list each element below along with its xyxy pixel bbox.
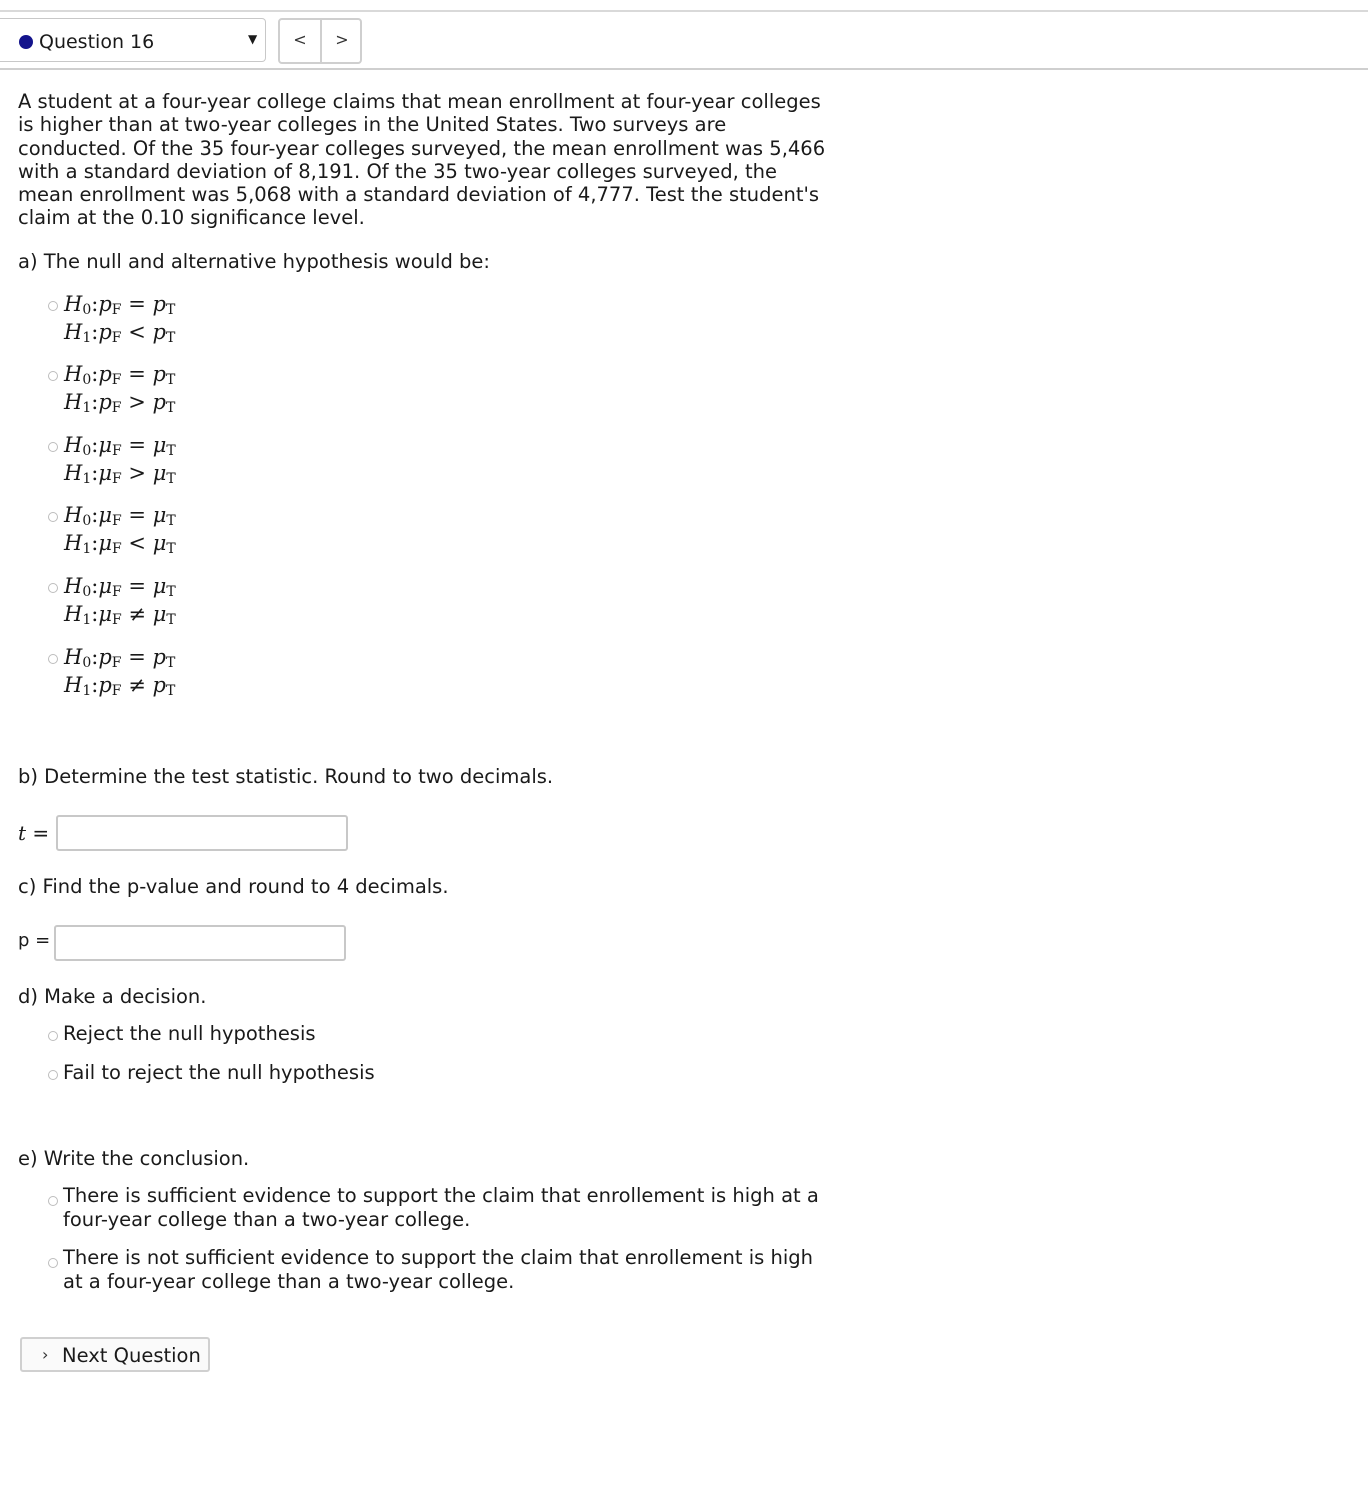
previous-question-button[interactable]: < [280,20,322,62]
conclusion-option-label: There is sufficient evidence to support the claim that enrollement is high at a four-year college than a two-year college. [63,1184,819,1231]
part-d-label: d) Make a decision. [18,985,207,1008]
part-a-label: a) The null and alternative hypothesis would be: [18,250,490,273]
h1-statement: $H_1:p_F < p_T$ [64,320,176,346]
question-select[interactable] [0,18,266,62]
next-question-label: Next Question [62,1344,201,1367]
radio-button[interactable] [48,654,58,664]
radio-button[interactable] [48,371,58,381]
radio-button[interactable] [48,583,58,593]
decision-option-label: Fail to reject the null hypothesis [63,1061,375,1084]
question-prompt: A student at a four-year college claims that mean enrollment at four-year colleges is higher than at two-year colleges in the United States. Two surveys are conducted. Of the 35 four-year colleges surveyed, the mean enrollment was 5,466 with a standard deviation of 8,191. Of the 35 two-year colleges surveyed, the mean enrollment was 5,068 with a standard deviation of 4,777. Test the student's claim at the 0.10 significance level. [18,90,826,230]
p-value-label: p = [18,930,51,951]
question-header [0,14,1368,68]
h1-statement: $H_1:p_F \ne p_T$ [64,673,176,699]
caret-down-icon: ▼ [248,32,258,46]
h1-statement: $H_1:\mu_F > \mu_T$ [64,461,176,487]
h0-statement: $H_0:\mu_F = \mu_T$ [64,574,176,600]
conclusion-option-label: There is not sufficient evidence to support the claim that enrollement is high at a four-year college than a two-year college. [63,1246,814,1293]
p-value-input[interactable] [54,925,346,961]
t-statistic-label: t = [18,821,50,845]
part-b-label: b) Determine the test statistic. Round to two decimals. [18,765,554,788]
question-select-label: Question 16 [39,31,155,53]
radio-button[interactable] [48,512,58,522]
next-question-button[interactable] [20,1337,210,1372]
chevron-right-icon: › [42,1345,49,1364]
h1-statement: $H_1:p_F > p_T$ [64,390,176,416]
radio-button[interactable] [48,442,58,452]
h0-statement: $H_0:\mu_F = \mu_T$ [64,433,176,459]
radio-button[interactable] [48,1196,58,1206]
status-dot-icon [19,35,33,49]
h0-statement: $H_0:p_F = p_T$ [64,362,176,388]
radio-button[interactable] [48,301,58,311]
h0-statement: $H_0:p_F = p_T$ [64,645,176,671]
part-e-label: e) Write the conclusion. [18,1147,250,1170]
h0-statement: $H_0:\mu_F = \mu_T$ [64,503,176,529]
h0-statement: $H_0:p_F = p_T$ [64,292,176,318]
part-c-label: c) Find the p-value and round to 4 decimals. [18,875,449,898]
t-statistic-input[interactable] [56,815,348,851]
radio-button[interactable] [48,1031,58,1041]
question-nav [278,18,362,64]
next-question-arrow-button[interactable]: > [335,30,349,49]
top-divider [0,10,1368,12]
h1-statement: $H_1:\mu_F < \mu_T$ [64,531,176,557]
radio-button[interactable] [48,1258,58,1268]
decision-option-label: Reject the null hypothesis [63,1022,316,1045]
radio-button[interactable] [48,1070,58,1080]
header-divider [0,68,1368,70]
h1-statement: $H_1:\mu_F \ne \mu_T$ [64,602,176,628]
